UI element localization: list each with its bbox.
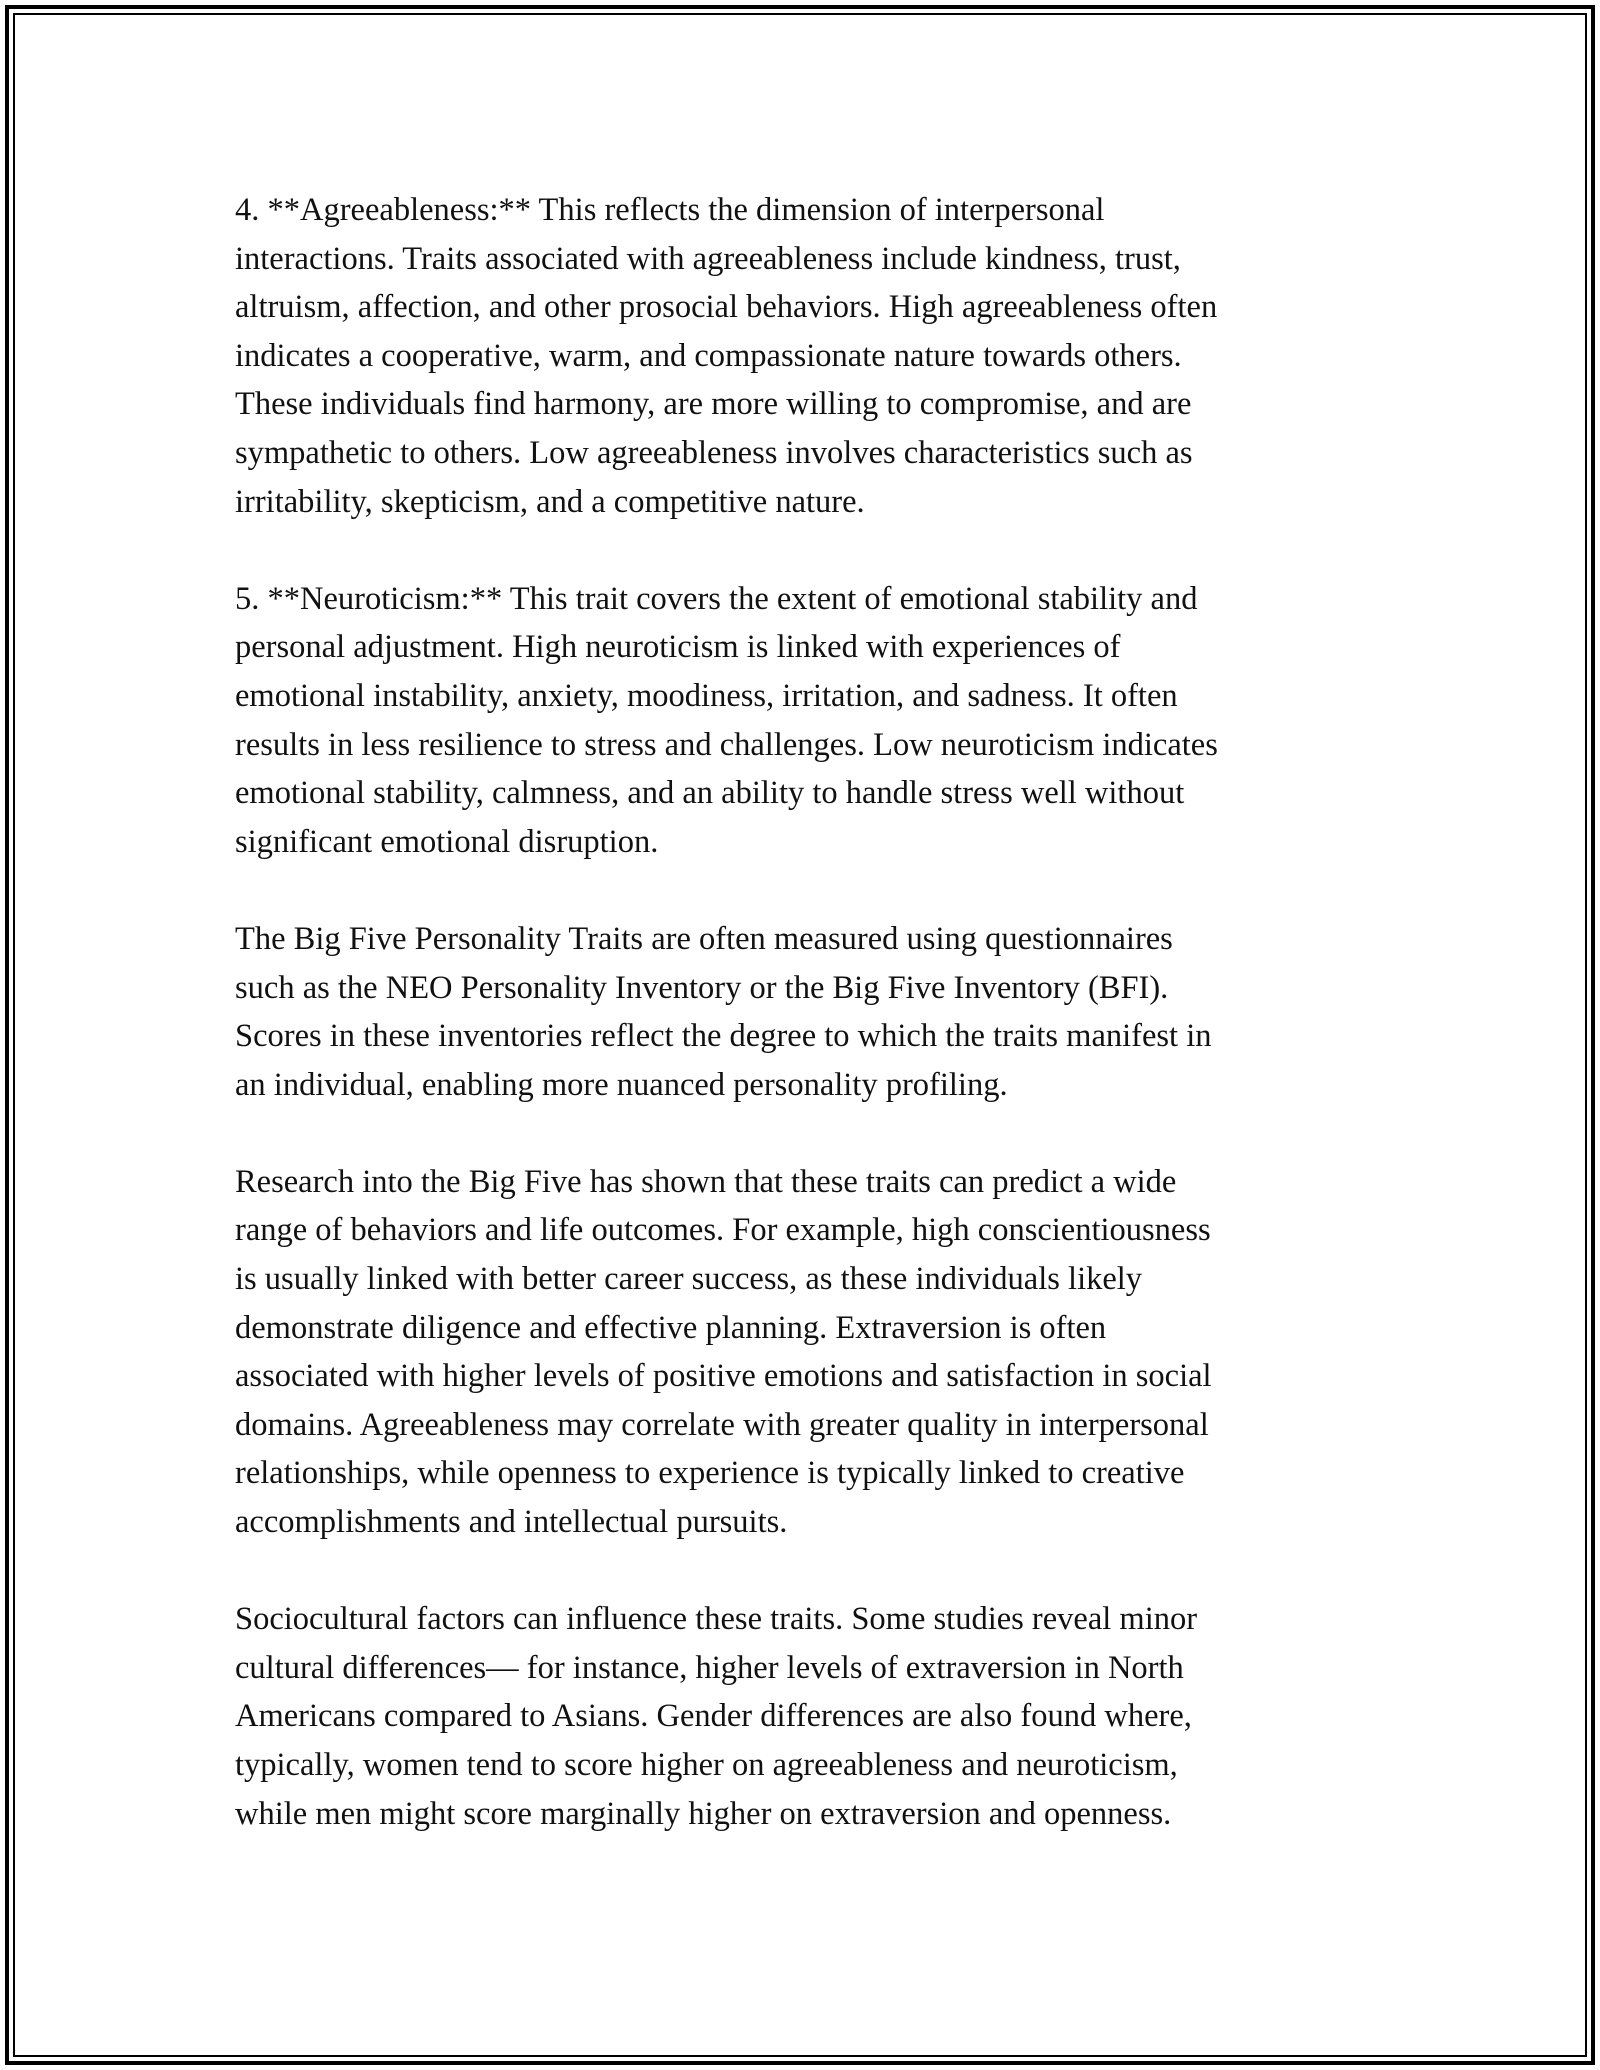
paragraph-neuroticism: 5. **Neuroticism:** This trait covers the extent of emotional stability and personal adjustment. High neuroticism is linked with experiences of emotional instability, anxiety, moodiness, irritation, and sadness. It often results in less resilience to stress and challenges. Low neuroticism indicates emotional stability, calmness, and an ability to handle stress well without significant emotional disruption. [235, 580, 1218, 860]
paragraph-measurement: The Big Five Personality Traits are often measured using questionnaires such as the NEO Personality Inventory or the Big Five Inventory (BFI). Scores in these inventories reflect the degree to which the traits manifest in an individual, enabling more nuanced personality profiling. [235, 920, 1212, 1103]
paragraph-agreeableness: 4. **Agreeableness:** This reflects the dimension of interpersonal interactions. Traits associated with agreeableness include kindness, trust, altruism, affection, and other prosocial behaviors. High agreeableness often indicates a cooperative, warm, and compassionate nature towards others. These individuals find harmony, are more willing to compromise, and are sympathetic to others. Low agreeableness involves characteristics such as irritability, skepticism, and a competitive nature. [235, 192, 1218, 520]
paragraph-sociocultural: Sociocultural factors can influence these traits. Some studies reveal minor cultural differences— for instance, higher levels of extraversion in North Americans compared to Asians. Gender differences are also found where, typically, women tend to score higher on agreeableness and neuroticism, while men might score marginally higher on extraversion and openness. [235, 1601, 1198, 1832]
paragraph-research: Research into the Big Five has shown that these traits can predict a wide range of behaviors and life outcomes. For example, high conscientiousness is usually linked with better career success, as these individuals likely demonstrate diligence and effective planning. Extraversion is often associated with higher levels of positive emotions and satisfaction in social domains. Agreeableness may correlate with greater quality in interpersonal relationships, while openness to experience is typically linked to creative accomplishments and intellectual pursuits. [235, 1163, 1212, 1541]
document-body [235, 186, 1360, 1887]
